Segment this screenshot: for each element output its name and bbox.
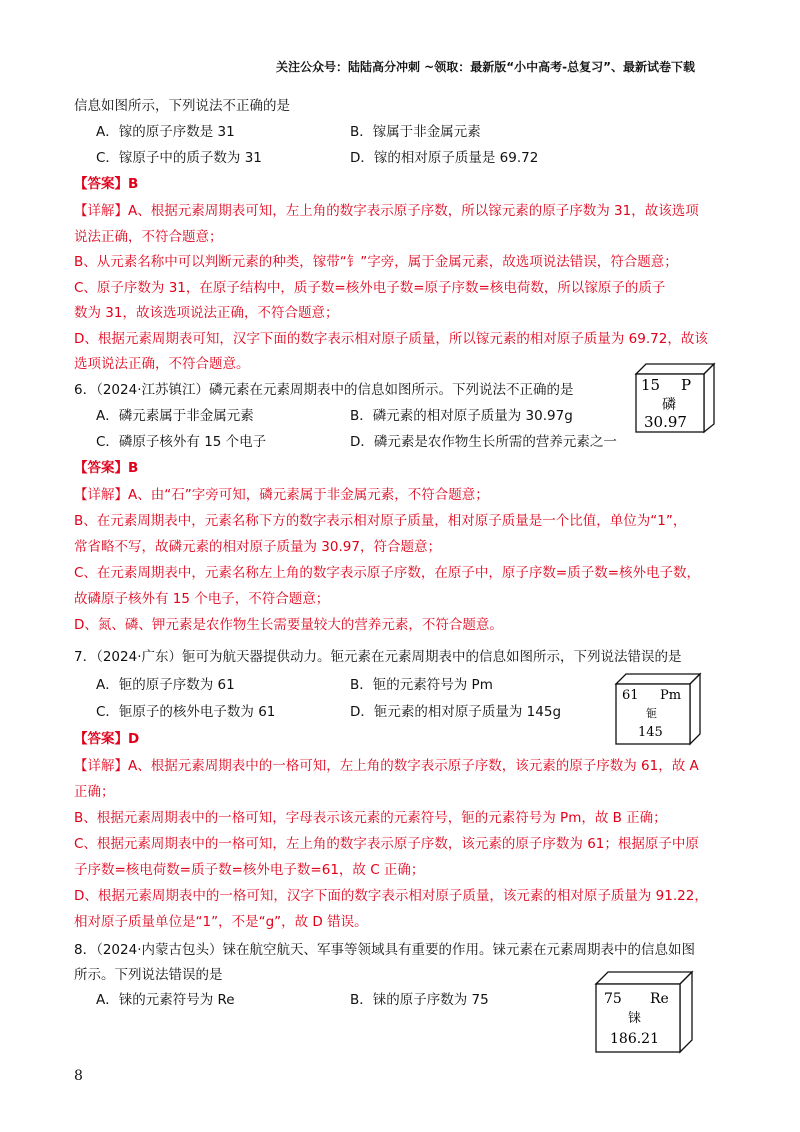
q5-option-a: A．镓的原子序数是 31: [96, 124, 235, 140]
q7-stem: 7．（2024·广东）钷可为航天器提供动力。钷元素在元素周期表中的信息如图所示，下列说法错误的是: [74, 649, 682, 665]
q8-stem: 8．（2024·内蒙古包头）铼在航空航天、军事等领域具有重要的作用。铼元素在元素周期表中的信息如图: [74, 942, 695, 958]
q7-explain-line: 正确；: [74, 784, 115, 800]
q5-option-c: C．镓原子中的质子数为 31: [96, 150, 262, 166]
q6-option-d: D．磷元素是农作物生长所需的营养元素之一: [350, 434, 617, 450]
promethium-element-tile: [614, 672, 702, 746]
q6-answer: 【答案】B: [74, 460, 139, 476]
tile-atomic-number: 75: [604, 991, 622, 1007]
tile-mass: 30.97: [644, 413, 687, 431]
q7-answer: 【答案】D: [74, 731, 140, 747]
q6-option-b: B．磷元素的相对原子质量为 30.97g: [350, 408, 573, 424]
tile-name: 磷: [662, 397, 676, 413]
q7-option-b: B．钷的元素符号为 Pm: [350, 677, 493, 693]
q7-option-d: D．钷元素的相对原子质量为 145g: [350, 704, 562, 720]
tile-name: 铼: [628, 1011, 642, 1026]
q7-explain-line: B、根据元素周期表中的一格可知，字母表示该元素的元素符号，钷的元素符号为 Pm，故 B 正确；: [74, 810, 667, 826]
q5-explain-line: 选项说法正确，不符合题意。: [74, 356, 250, 372]
q8-stem: 所示。下列说法错误的是: [74, 967, 223, 983]
q7-explain-line: 子序数=核电荷数=质子数=核外电子数=61，故 C 正确；: [74, 862, 425, 878]
q7-option-a: A．钷的原子序数为 61: [96, 677, 235, 693]
q8-option-b: B．铼的原子序数为 75: [350, 992, 489, 1008]
tile-atomic-number: 61: [622, 688, 639, 703]
header-notice: 关注公众号：陆陆高分冲刺 ~领取：最新版“小中高考-总复习”、最新试卷下载: [276, 60, 695, 74]
q5-answer: 【答案】B: [74, 176, 139, 192]
q5-explain-line: 说法正确，不符合题意；: [74, 229, 223, 245]
q6-explain-line: 【详解】A、由“石”字旁可知，磷元素属于非金属元素，不符合题意；: [74, 487, 489, 503]
q7-explain-line: 相对原子质量单位是“1”，不是“g”，故 D 错误。: [74, 914, 368, 930]
tile-mass: 145: [638, 725, 663, 740]
q8-option-a: A．铼的元素符号为 Re: [96, 992, 235, 1008]
page-number: 8: [74, 1068, 83, 1084]
q6-option-c: C．磷原子核外有 15 个电子: [96, 434, 267, 450]
tile-mass: 186.21: [610, 1031, 659, 1047]
q7-explain-line: D、根据元素周期表中的一格可知，汉字下面的数字表示相对原子质量，该元素的相对原子质量为 91.22，: [74, 888, 708, 904]
q5-explain-line: C、原子序数为 31，在原子结构中，质子数=核外电子数=原子序数=核电荷数，所以镓原子的质子: [74, 280, 666, 296]
rhenium-element-tile: [594, 970, 694, 1054]
q5-stem: 信息如图所示，下列说法不正确的是: [74, 98, 290, 114]
q7-explain-line: C、根据元素周期表中的一格可知，左上角的数字表示原子序数，该元素的原子序数为 61；根据原子中原: [74, 836, 699, 852]
tile-name: 钷: [646, 707, 657, 720]
tile-symbol: Re: [650, 991, 669, 1007]
q5-option-b: B．镓属于非金属元素: [350, 124, 481, 140]
q7-explain-line: 【详解】A、根据元素周期表中的一格可知，左上角的数字表示原子序数，该元素的原子序数为 61，故 A: [74, 758, 699, 774]
q5-explain-line: 数为 31，故该选项说法正确，不符合题意；: [74, 305, 339, 321]
phosphorus-element-tile: [634, 362, 716, 434]
q6-stem: 6．（2024·江苏镇江）磷元素在元素周期表中的信息如图所示。下列说法不正确的是: [74, 382, 574, 398]
q7-option-c: C．钷原子的核外电子数为 61: [96, 704, 276, 720]
q6-explain-line: C、在元素周期表中，元素名称左上角的数字表示原子序数，在原子中，原子序数=质子数=核外电子数，: [74, 565, 701, 581]
q6-explain-line: D、氮、磷、钾元素是农作物生长需要量较大的营养元素，不符合题意。: [74, 617, 503, 633]
tile-symbol: P: [681, 376, 692, 394]
q5-option-d: D．镓的相对原子质量是 69.72: [350, 150, 539, 166]
q5-explain-line: B、从元素名称中可以判断元素的种类，镓带“钅”字旁，属于金属元素，故选项说法错误，符合题意；: [74, 254, 678, 270]
tile-symbol: Pm: [660, 688, 682, 703]
q5-explain-line: D、根据元素周期表可知，汉字下面的数字表示相对原子质量，所以镓元素的相对原子质量为 69.72，故该: [74, 331, 708, 347]
q6-explain-line: B、在元素周期表中，元素名称下方的数字表示相对原子质量，相对原子质量是一个比值，单位为“1”，: [74, 513, 687, 529]
tile-atomic-number: 15: [641, 376, 661, 394]
q6-option-a: A．磷元素属于非金属元素: [96, 408, 254, 424]
q6-explain-line: 故磷原子核外有 15 个电子，不符合题意；: [74, 591, 330, 607]
q5-explain-line: 【详解】A、根据元素周期表可知，左上角的数字表示原子序数，所以镓元素的原子序数为 31，故该选项: [74, 203, 699, 219]
q6-explain-line: 常省略不写，故磷元素的相对原子质量为 30.97，符合题意；: [74, 539, 441, 555]
